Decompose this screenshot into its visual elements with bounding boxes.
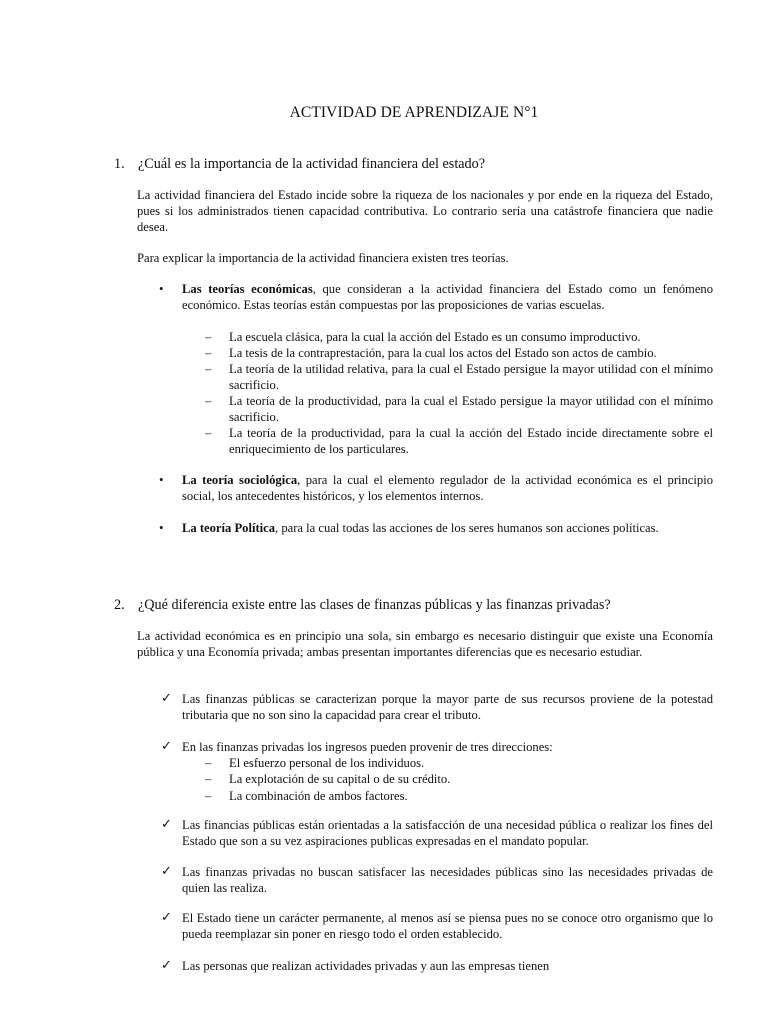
question-1 (114, 156, 485, 173)
check-item-text: Las financias públicas están orientadas a la satisfacción de una necesidad pública o realizar los fines del Estado que son a su vez aspiraciones publicas expresadas en el mandato popular. (182, 818, 713, 848)
sub-item-text: La teoría de la productividad, para la cual el Estado persigue la mayor utilidad con el mínimo sacrificio. (229, 394, 713, 424)
q1-bullet-economic-theories (137, 281, 713, 313)
question-2-text: ¿Qué diferencia existe entre las clases de finanzas públicas y las finanzas privadas? (138, 597, 611, 613)
q2-sub-item-2 (205, 771, 713, 787)
q1-bullet-sociological-theory (137, 472, 713, 504)
q1-sub-item-2 (205, 345, 713, 361)
page-title: ACTIVIDAD DE APRENDIZAJE N°1 (289, 104, 539, 121)
sub-item-text: La escuela clásica, para la cual la acción del Estado es un consumo improductivo. (229, 330, 641, 344)
q2-paragraph-1: La actividad económica es en principio una sola, sin embargo es necesario distinguir que existe una Economía pública y una Economía privada; ambas presentan importantes diferencias que es necesario estudiar. (137, 629, 713, 659)
q2-check-item-3 (137, 817, 713, 849)
dash-icon: – (205, 394, 212, 408)
sub-item-text: La teoría de la utilidad relativa, para la cual el Estado persigue la mayor utilidad con el mínimo sacrificio. (229, 362, 713, 392)
checkmark-icon: ✓ (161, 910, 172, 925)
checkmark-icon: ✓ (161, 739, 172, 754)
check-item-text: Las personas que realizan actividades privadas y aun las empresas tienen (182, 959, 550, 973)
q2-check-item-1 (137, 691, 713, 723)
sub-item-text: La combinación de ambos factores. (229, 789, 408, 803)
check-item-text: El Estado tiene un carácter permanente, al menos así se piensa pues no se conoce otro organismo que lo pueda reemplazar sin poner en riesgo todo el orden establecido. (182, 911, 713, 941)
bullet-bold-term: La teoría sociológica (182, 473, 298, 487)
check-item-text: Las finanzas privadas no buscan satisfacer las necesidades públicas sino las necesidades privadas de quien las realiza. (182, 865, 713, 895)
bullet-bold-term: La teoría Política (182, 521, 276, 535)
q1-paragraph-2: Para explicar la importancia de la actividad financiera existen tres teorías. (137, 251, 509, 265)
bullet-text (182, 281, 713, 313)
bullet-icon: • (159, 281, 164, 296)
checkmark-icon: ✓ (161, 817, 172, 832)
bullet-text (182, 472, 713, 504)
q2-sub-item-3 (205, 788, 713, 804)
bullet-icon: • (159, 520, 164, 535)
dash-icon: – (205, 362, 212, 376)
q2-sub-item-1 (205, 755, 713, 771)
checkmark-icon: ✓ (161, 691, 172, 706)
dash-icon: – (205, 789, 212, 803)
dash-icon: – (205, 330, 212, 344)
q2-check-item-5 (137, 910, 713, 942)
dash-icon: – (205, 756, 212, 770)
check-item-text: Las finanzas públicas se caracterizan porque la mayor parte de sus recursos proviene de la potestad tributaria que no son sino la capacidad para crear el tributo. (182, 692, 713, 722)
bullet-description: , para la cual todas las acciones de los seres humanos son acciones políticas. (275, 521, 659, 535)
q1-sub-item-3 (205, 361, 713, 393)
question-2-number: 2. (114, 597, 125, 613)
dash-icon: – (205, 346, 212, 360)
q1-sub-item-5 (205, 425, 713, 457)
bullet-icon: • (159, 472, 164, 487)
sub-item-text: La teoría de la productividad, para la cual la acción del Estado incide directamente sobre el enriquecimiento de los particulares. (229, 426, 713, 456)
question-2 (114, 597, 611, 614)
check-item-text: En las finanzas privadas los ingresos pueden provenir de tres direcciones: (182, 740, 553, 754)
question-1-number: 1. (114, 156, 125, 172)
bullet-text (182, 520, 713, 536)
sub-item-text: La tesis de la contraprestación, para la cual los actos del Estado son actos de cambio. (229, 346, 657, 360)
sub-item-text: La explotación de su capital o de su crédito. (229, 772, 451, 786)
q1-bullet-political-theory (137, 520, 713, 536)
dash-icon: – (205, 772, 212, 786)
bullet-description: , para la cual el elemento regulador de la actividad económica es el principio social, los antecedentes históricos, y los elementos internos. (182, 473, 713, 503)
q1-paragraph-1: La actividad financiera del Estado incide sobre la riqueza de los nacionales y por ende en la riqueza del Estado, pues si los administrados tienen capacidad contributiva. Lo contrario sería una catástrofe financiera que nadie desea. (137, 188, 713, 234)
q2-check-item-6 (137, 958, 713, 974)
q1-sub-item-4 (205, 393, 713, 425)
checkmark-icon: ✓ (161, 864, 172, 879)
bullet-bold-term: Las teorías económicas (182, 282, 313, 296)
q2-check-item-2 (137, 739, 713, 755)
dash-icon: – (205, 426, 212, 440)
question-1-text: ¿Cuál es la importancia de la actividad financiera del estado? (138, 156, 486, 172)
q2-check-item-4 (137, 864, 713, 896)
q1-sub-item-1 (205, 329, 713, 345)
sub-item-text: El esfuerzo personal de los individuos. (229, 756, 425, 770)
checkmark-icon: ✓ (161, 958, 172, 973)
bullet-description: , que consideran a la actividad financiera del Estado como un fenómeno económico. Estas teorías están compuestas por las proposiciones de varias escuelas. (182, 282, 713, 312)
